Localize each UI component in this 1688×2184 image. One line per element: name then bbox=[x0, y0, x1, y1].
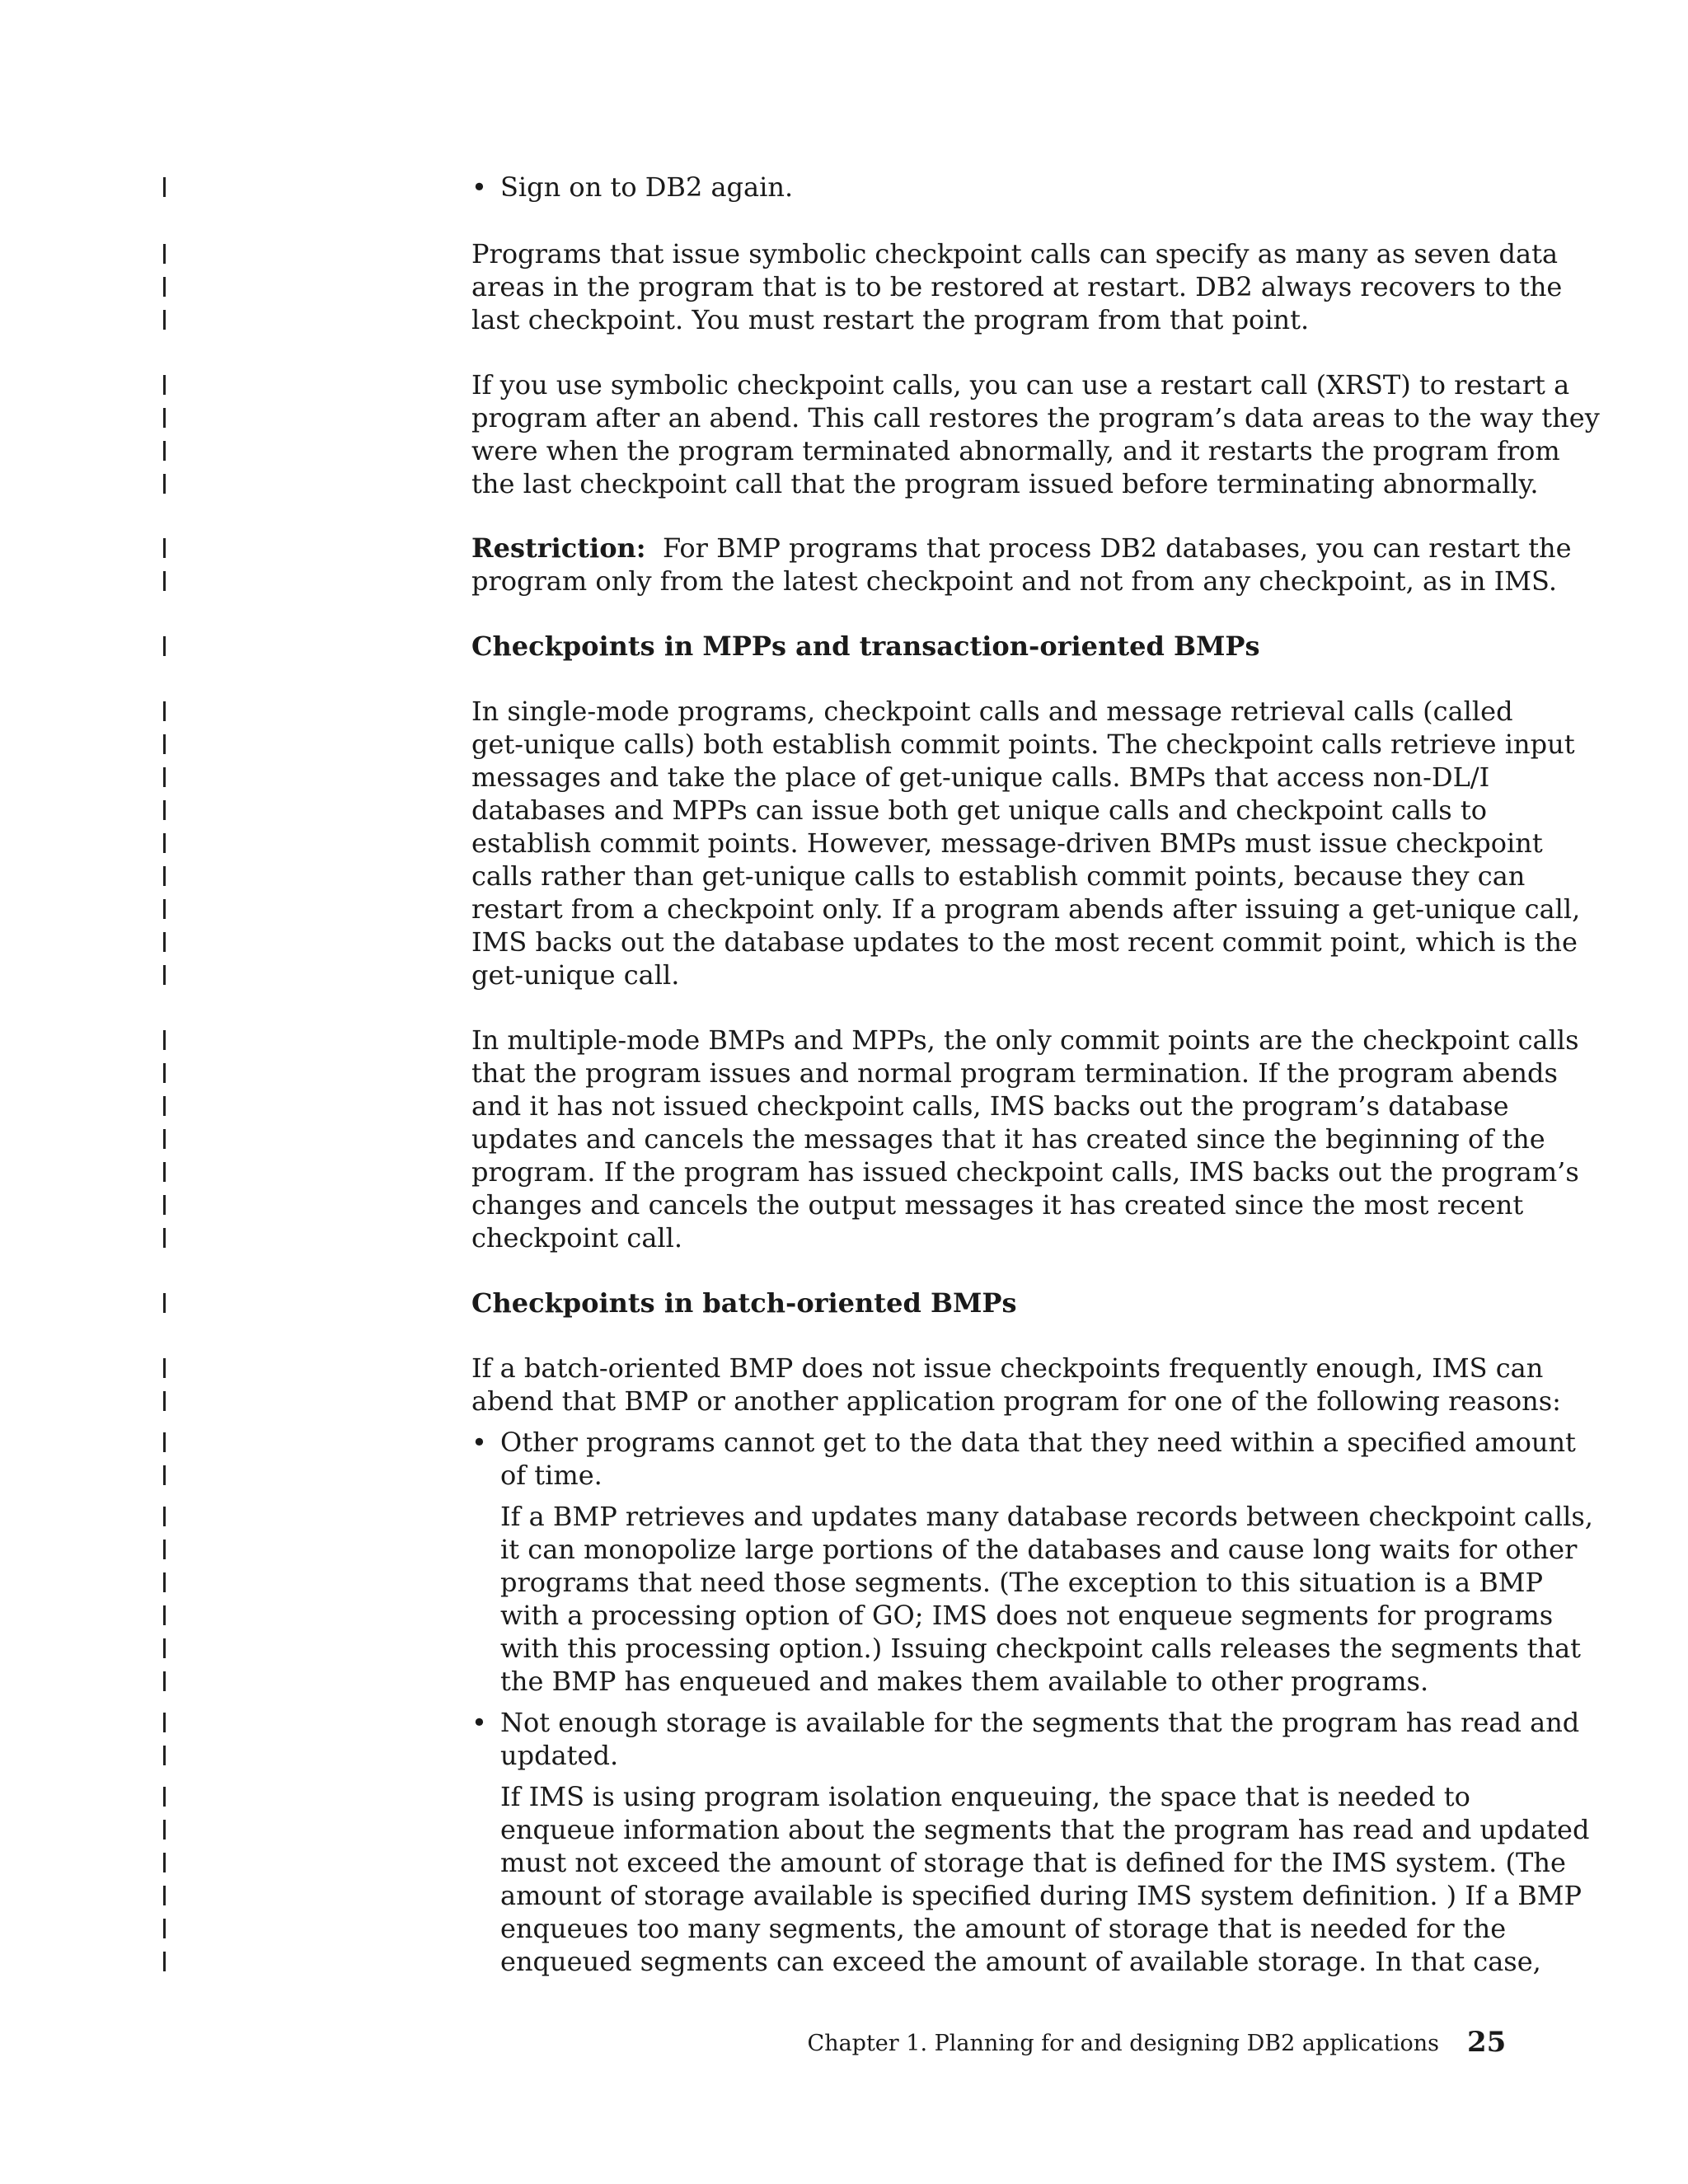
paragraph-line: last checkpoint. You must restart the program from that point. bbox=[471, 304, 1310, 335]
revision-bar bbox=[163, 1432, 166, 1452]
revision-bar bbox=[163, 310, 166, 330]
revision-bar bbox=[163, 833, 166, 853]
revision-bar bbox=[163, 375, 166, 395]
revision-bar bbox=[163, 1605, 166, 1625]
section-heading-batch: Checkpoints in batch-oriented BMPs bbox=[471, 1287, 1017, 1319]
paragraph-line: If a batch-oriented BMP does not issue checkpoints frequently enough, IMS can bbox=[471, 1352, 1544, 1384]
bullet-paragraph-line: programs that need those segments. (The exception to this situation is a BMP bbox=[500, 1567, 1544, 1598]
revision-bar bbox=[163, 1096, 166, 1116]
revision-bar bbox=[163, 1671, 166, 1691]
paragraph-line: In single-mode programs, checkpoint calls and message retrieval calls (called bbox=[471, 696, 1513, 727]
revision-bar bbox=[163, 932, 166, 952]
paragraph-line: changes and cancels the output messages it has created since the most recent bbox=[471, 1189, 1524, 1221]
revision-bar bbox=[163, 1063, 166, 1083]
paragraph-line: program after an abend. This call restores the program’s data areas to the way they bbox=[471, 402, 1600, 434]
paragraph-line: In multiple-mode BMPs and MPPs, the only commit points are the checkpoint calls bbox=[471, 1024, 1579, 1056]
restriction-text: For BMP programs that process DB2 databases, you can restart the bbox=[662, 532, 1572, 564]
bullet-item-line: of time. bbox=[500, 1460, 603, 1491]
bullet-paragraph-line: enqueued segments can exceed the amount of available storage. In that case, bbox=[500, 1946, 1541, 1977]
revision-bar bbox=[163, 636, 166, 656]
revision-bar bbox=[163, 1228, 166, 1248]
bullet-item-line: Other programs cannot get to the data that they need within a specified amount bbox=[500, 1427, 1576, 1458]
revision-bar bbox=[163, 1030, 166, 1050]
paragraph-line: updates and cancels the messages that it has created since the beginning of the bbox=[471, 1123, 1545, 1155]
paragraph-line: program only from the latest checkpoint and not from any checkpoint, as in IMS. bbox=[471, 565, 1557, 597]
paragraph-line: IMS backs out the database updates to the most recent commit point, which is the bbox=[471, 926, 1578, 958]
restriction-label: Restriction: bbox=[471, 532, 646, 564]
revision-bar bbox=[163, 1820, 166, 1840]
bullet-marker: • bbox=[471, 1707, 487, 1738]
revision-bar bbox=[163, 1638, 166, 1658]
bullet-item-line: Not enough storage is available for the segments that the program has read and bbox=[500, 1707, 1580, 1738]
revision-bar bbox=[163, 1129, 166, 1149]
paragraph-line: and it has not issued checkpoint calls, IMS backs out the program’s database bbox=[471, 1090, 1509, 1122]
revision-bar bbox=[163, 244, 166, 264]
revision-bar bbox=[163, 701, 166, 721]
paragraph-line: the last checkpoint call that the program issued before terminating abnormally. bbox=[471, 468, 1539, 499]
revision-bar bbox=[163, 1746, 166, 1765]
revision-bar bbox=[163, 965, 166, 985]
section-heading-mpps: Checkpoints in MPPs and transaction-oriented BMPs bbox=[471, 630, 1260, 662]
paragraph-line: messages and take the place of get-unique calls. BMPs that access non-DL/I bbox=[471, 762, 1490, 793]
page-number: 25 bbox=[1467, 2026, 1507, 2059]
paragraph-line: restart from a checkpoint only. If a program abends after issuing a get-unique call, bbox=[471, 893, 1581, 925]
paragraph-line: establish commit points. However, message-driven BMPs must issue checkpoint bbox=[471, 827, 1543, 859]
revision-bar bbox=[163, 277, 166, 297]
paragraph-line: checkpoint call. bbox=[471, 1222, 683, 1254]
revision-bar bbox=[163, 408, 166, 428]
revision-bar bbox=[163, 1358, 166, 1378]
bullet-paragraph-line: must not exceed the amount of storage that is defined for the IMS system. (The bbox=[500, 1847, 1566, 1878]
paragraph-line: databases and MPPs can issue both get unique calls and checkpoint calls to bbox=[471, 794, 1487, 826]
revision-bar bbox=[163, 1713, 166, 1732]
paragraph-line: get-unique call. bbox=[471, 959, 680, 991]
bullet-paragraph-line: If a BMP retrieves and updates many database records between checkpoint calls, bbox=[500, 1501, 1593, 1532]
revision-bar bbox=[163, 474, 166, 494]
revision-bar bbox=[163, 1162, 166, 1182]
bullet-paragraph-line: enqueues too many segments, the amount of storage that is needed for the bbox=[500, 1913, 1507, 1944]
bullet-item-line: updated. bbox=[500, 1740, 619, 1771]
revision-bar bbox=[163, 800, 166, 820]
revision-bar bbox=[163, 538, 166, 558]
footer-chapter-title: Chapter 1. Planning for and designing DB2 applications bbox=[807, 2031, 1439, 2056]
revision-bar bbox=[163, 1787, 166, 1807]
revision-bar bbox=[163, 1572, 166, 1592]
paragraph-line: program. If the program has issued checkpoint calls, IMS backs out the program’s bbox=[471, 1156, 1579, 1188]
paragraph-line: If you use symbolic checkpoint calls, you can use a restart call (XRST) to restart a bbox=[471, 369, 1570, 401]
bullet-marker: • bbox=[471, 171, 487, 203]
revision-bar bbox=[163, 866, 166, 886]
revision-bar bbox=[163, 1293, 166, 1313]
bullet-paragraph-line: amount of storage available is specified during IMS system definition. ) If a BMP bbox=[500, 1880, 1582, 1911]
revision-bar bbox=[163, 1886, 166, 1905]
revision-bar bbox=[163, 1540, 166, 1559]
paragraph-line: Programs that issue symbolic checkpoint calls can specify as many as seven data bbox=[471, 238, 1559, 269]
bullet-marker: • bbox=[471, 1427, 487, 1458]
restriction-note bbox=[471, 532, 1572, 565]
bullet-paragraph-line: it can monopolize large portions of the databases and cause long waits for other bbox=[500, 1534, 1578, 1565]
revision-bar bbox=[163, 177, 166, 197]
bullet-paragraph-line: the BMP has enqueued and makes them available to other programs. bbox=[500, 1666, 1429, 1697]
revision-bar bbox=[163, 441, 166, 461]
revision-bar bbox=[163, 1853, 166, 1872]
revision-bar bbox=[163, 1391, 166, 1411]
revision-bar bbox=[163, 571, 166, 591]
revision-bar bbox=[163, 1507, 166, 1526]
bullet-paragraph-line: with this processing option.) Issuing checkpoint calls releases the segments that bbox=[500, 1633, 1582, 1664]
bullet-paragraph-line: with a processing option of GO; IMS does not enqueue segments for programs bbox=[500, 1600, 1554, 1631]
revision-bar bbox=[163, 1195, 166, 1215]
revision-bar bbox=[163, 767, 166, 787]
paragraph-line: get-unique calls) both establish commit points. The checkpoint calls retrieve input bbox=[471, 729, 1575, 760]
paragraph-line: were when the program terminated abnormally, and it restarts the program from bbox=[471, 435, 1560, 466]
revision-bar bbox=[163, 1919, 166, 1938]
revision-bar bbox=[163, 1465, 166, 1485]
bullet-paragraph-line: enqueue information about the segments that the program has read and updated bbox=[500, 1814, 1590, 1845]
paragraph-line: that the program issues and normal program termination. If the program abends bbox=[471, 1057, 1558, 1089]
paragraph-line: abend that BMP or another application program for one of the following reasons: bbox=[471, 1385, 1561, 1417]
bullet-item-sign-on: Sign on to DB2 again. bbox=[500, 171, 794, 203]
revision-bar bbox=[163, 899, 166, 919]
paragraph-line: areas in the program that is to be restored at restart. DB2 always recovers to the bbox=[471, 271, 1563, 302]
revision-bar bbox=[163, 1952, 166, 1971]
paragraph-line: calls rather than get-unique calls to establish commit points, because they can bbox=[471, 860, 1526, 892]
bullet-paragraph-line: If IMS is using program isolation enqueuing, the space that is needed to bbox=[500, 1781, 1470, 1812]
revision-bar bbox=[163, 734, 166, 754]
